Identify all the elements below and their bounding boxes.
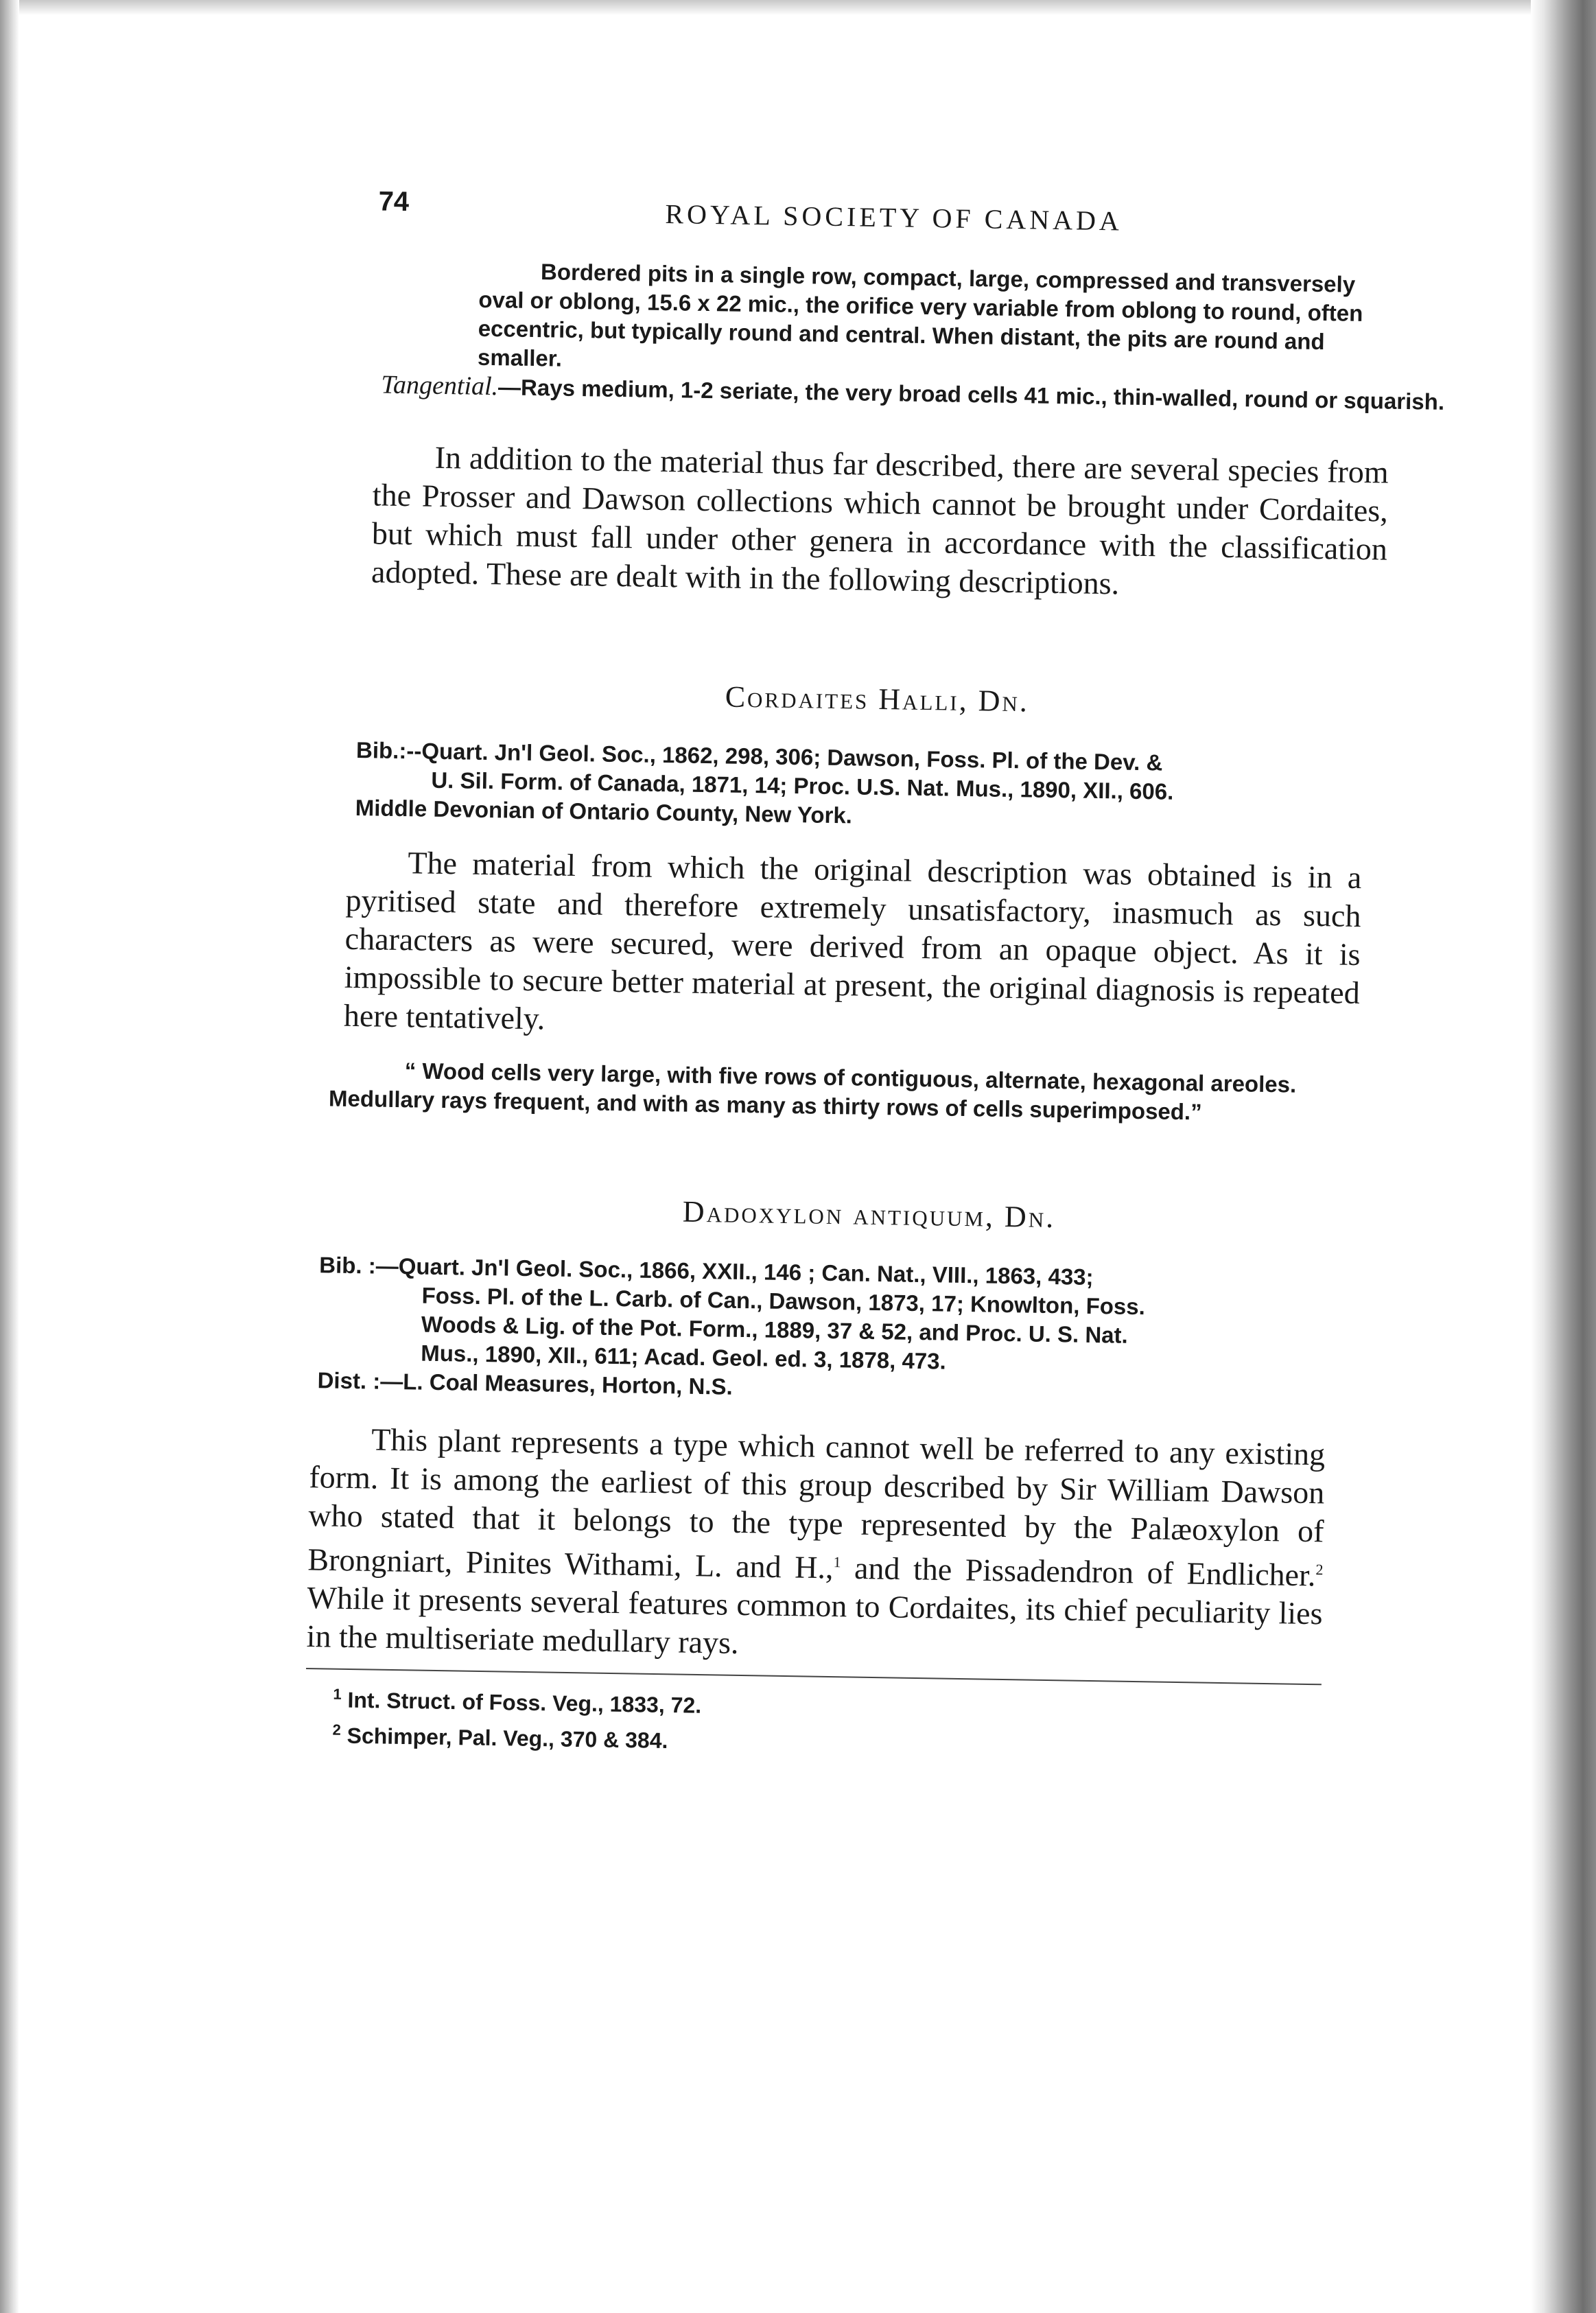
bib-line: Bib.:--Quart. Jn'l Geol. Soc., 1862, 298, 306; Dawson, Foss. Pl. of the Dev. &	[355, 737, 1163, 776]
scan-shadow-top	[0, 0, 1596, 15]
scan-shadow-left	[0, 0, 19, 2313]
tangential-text: —Rays medium, 1-2 seriate, the very broad cells 41 mic., thin-walled, round or squarish.	[497, 374, 1445, 415]
intro-paragraph: In addition to the material thus far described, there are several species from the Prosser and Dawson collections which cannot be brought under Cordaites, but which must fall under other genera in accordance with the classification adopted. These are dealt with in the following descriptions.	[371, 439, 1389, 601]
distribution-line: Middle Devonian of Ontario County, New York.	[355, 795, 853, 828]
footnote-mark: 1	[333, 1686, 342, 1704]
running-head: ROYAL SOCIETY OF CANADA	[665, 198, 1123, 237]
bib-label: Bib.	[319, 1252, 362, 1279]
paragraph-part: While it presents several features common to Cordaites, its chief peculiarity lies in the multiseriate medullary rays.	[306, 1580, 1323, 1661]
page-content	[291, 185, 1445, 1767]
bib-line: Mus., 1890, XII., 611; Acad. Geol. ed. 3, 1878, 473.	[421, 1340, 947, 1374]
footnote-text: Int. Struct. of Foss. Veg., 1833, 72.	[341, 1687, 702, 1719]
bib-line: U. Sil. Form. of Canada, 1871, 14; Proc. U.S. Nat. Mus., 1890, XII., 606.	[431, 767, 1174, 804]
footnote-ref: 2	[1315, 1561, 1324, 1579]
paragraph-part: and the Pissadendron of Endlicher.	[841, 1550, 1316, 1593]
page-header	[315, 185, 1400, 257]
dist-label: Dist.	[317, 1367, 367, 1394]
bib-line: Woods & Lig. of the Pot. Form., 1889, 37 & 52, and Proc. U. S. Nat.	[421, 1311, 1129, 1348]
scan-shadow-right	[1531, 0, 1596, 2313]
page-number: 74	[378, 186, 410, 218]
footnote-mark: 2	[332, 1721, 342, 1739]
footnote-text: Schimper, Pal. Veg., 370 & 384.	[340, 1723, 668, 1753]
tangential-term: Tangential.	[381, 370, 499, 402]
bibliography-dadoxylon-antiquum	[318, 1251, 1341, 1382]
section-title-cordaites-halli: Cordaites Halli, Dn.	[725, 679, 1030, 719]
bibliography-cordaites-halli	[355, 736, 1378, 838]
original-diagnosis-quote: “ Wood cells very large, with five rows of contiguous, alternate, hexagonal areoles. Medullary rays frequent, and with as many as thirty rows of cells superimposed.”	[328, 1058, 1297, 1125]
radial-description: Bordered pits in a single row, compact, large, compressed and transversely oval or oblong, 15.6 x 22 mic., the orifice very variable from oblong to round, often eccentric, but typically round and central. When distant, the pits are round and smaller.	[477, 259, 1363, 371]
footnote-ref: 1	[833, 1553, 841, 1571]
section-title-dadoxylon-antiquum: Dadoxylon antiquum, Dn.	[682, 1194, 1056, 1235]
paragraph-part: This plant represents a type which cannot well be referred to any existing form. It is among the earliest of this group described by Sir William Dawson who stated that it belongs to the type represented by the Palæoxylon of Brongniart, Pinites Withami, L. and H.,	[307, 1421, 1326, 1585]
bib-line: :—Quart. Jn'l Geol. Soc., 1866, XXII., 146 ; Can. Nat., VIII., 1863, 433;	[362, 1253, 1094, 1290]
dadoxylon-paragraph	[306, 1419, 1325, 1672]
cordaites-halli-paragraph: The material from which the original description was obtained is in a pyritised state and therefore extremely unsatisfactory, inasmuch as such characters as were secured, were derived from an opaque object. As it is impossible to secure better material at present, the original diagnosis is repeated here tentatively.	[343, 845, 1362, 1036]
bib-line: Foss. Pl. of the L. Carb. of Can., Dawson, 1873, 17; Knowlton, Foss.	[421, 1282, 1146, 1320]
dist-text: :—L. Coal Measures, Horton, N.S.	[366, 1368, 733, 1399]
